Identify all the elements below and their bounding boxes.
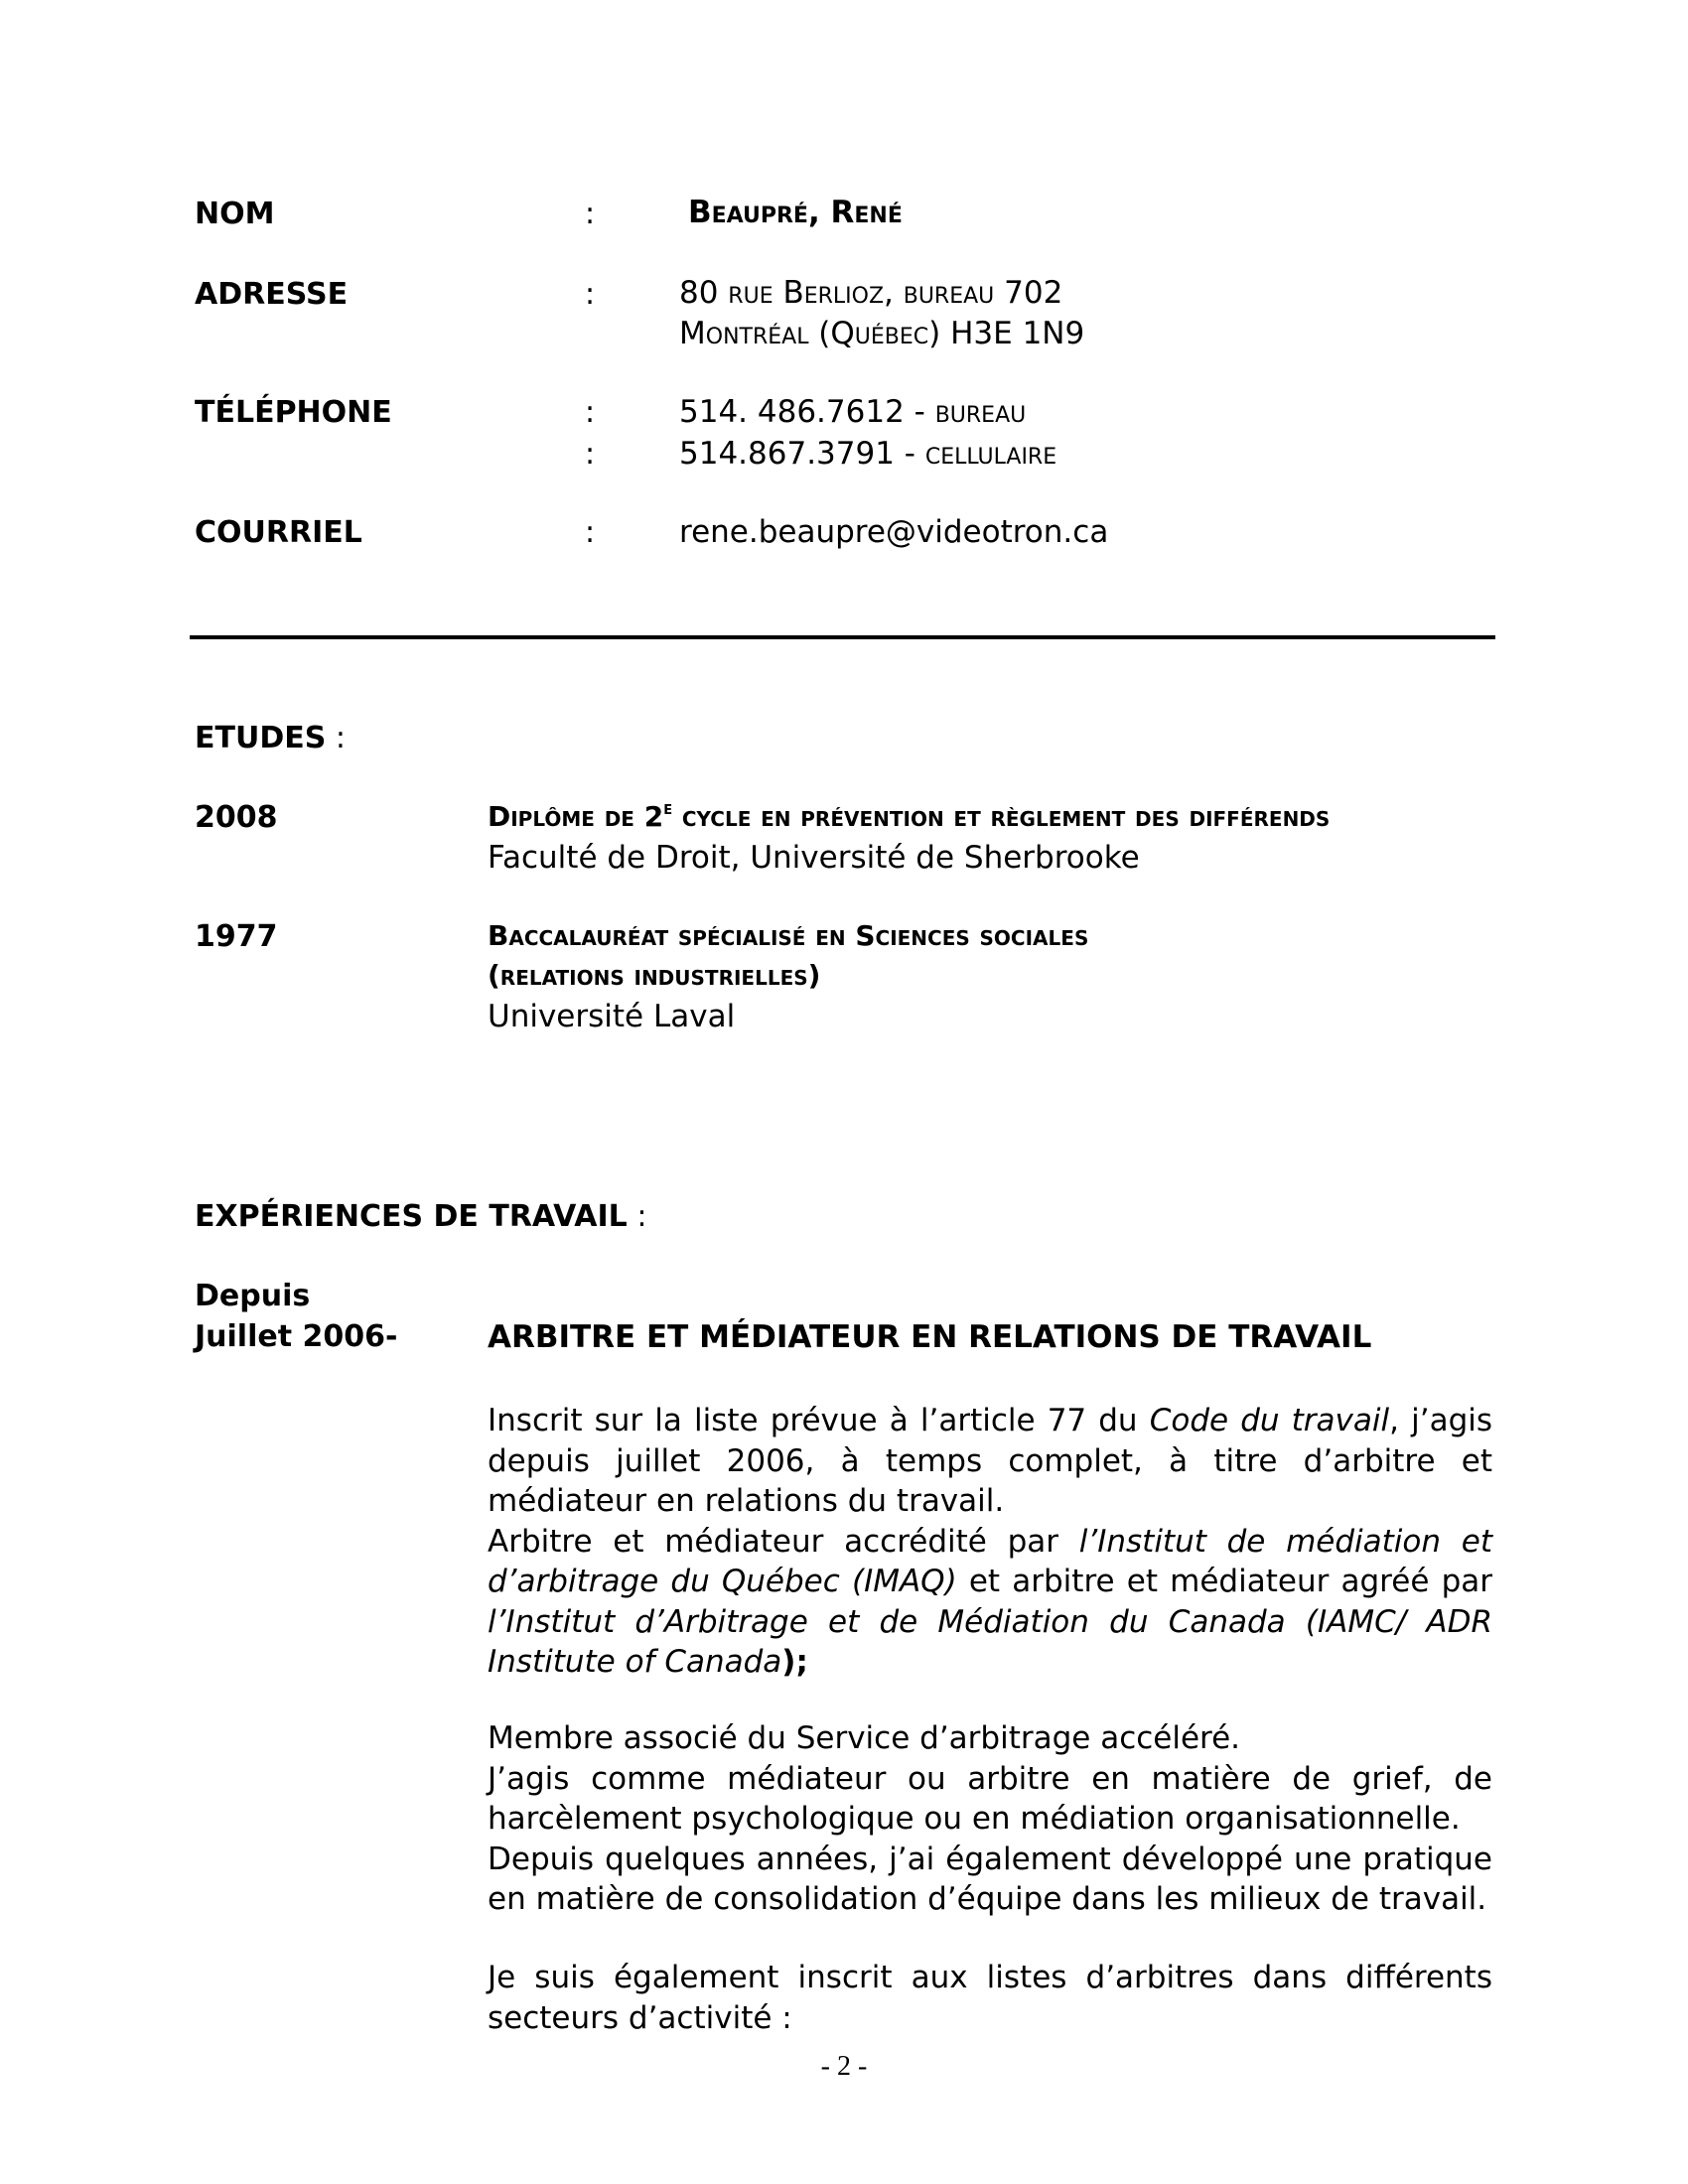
telephone-1: 514. 486.7612 - bureau	[679, 394, 1027, 430]
telephone-2: 514.867.3791 - cellulaire	[679, 436, 1057, 472]
adresse-label: ADRESSE	[195, 277, 349, 312]
experience-paragraph-1: Inscrit sur la liste prévue à l’article 77 du Code du travail, j’agis depuis juillet 2006, à temps complet, à titre d’arbitre et médiateur en relations du travail. Arbitre et médiateur accrédité par l’Institut de médiation et d’arbitrage du Québec (IMAQ) et arbitre et médiateur agréé par l’Institut d’Arbitrage et de Médiation du Canada (IAMC/ ADR Institute of Canada);	[488, 1403, 1493, 1680]
etudes-year-1977: 1977	[195, 919, 278, 954]
etudes-institution-2008: Faculté de Droit, Université de Sherbrooke	[488, 840, 1140, 876]
nom-value: Beaupré, René	[688, 195, 903, 230]
nom-label: NOM	[195, 197, 275, 231]
adresse-colon: :	[585, 277, 596, 312]
header-divider	[190, 635, 1495, 639]
telephone-colon-2: :	[585, 437, 596, 472]
experience-paragraph-3: Je suis également inscrit aux listes d’arbitres dans différents secteurs d’activité :	[488, 1960, 1492, 2036]
experience-job-title: ARBITRE ET MÉDIATEUR EN RELATIONS DE TRAVAIL	[488, 1319, 1372, 1355]
experience-period-line2: Juillet 2006-	[195, 1319, 398, 1354]
etudes-year-2008: 2008	[195, 800, 278, 835]
etudes-title-1977-line1: Baccalauréat spécialisé en Sciences sociales	[488, 919, 1089, 952]
courriel-label: COURRIEL	[195, 515, 362, 550]
experience-period-line1: Depuis	[195, 1279, 311, 1313]
etudes-institution-1977: Université Laval	[488, 999, 736, 1034]
telephone-colon-1: :	[585, 395, 596, 430]
adresse-line2: Montréal (Québec) H3E 1N9	[679, 316, 1085, 351]
page-number: - 2 -	[820, 2051, 868, 2082]
telephone-1-type: bureau	[934, 394, 1027, 430]
etudes-heading: ETUDES :	[195, 721, 346, 755]
etudes-title-2008: Diplôme de 2e cycle en prévention et règlement des différends	[488, 798, 1331, 833]
telephone-2-type: cellulaire	[924, 436, 1057, 472]
courriel-value: rene.beaupre@videotron.ca	[679, 514, 1109, 550]
telephone-label: TÉLÉPHONE	[195, 395, 392, 430]
courriel-colon: :	[585, 515, 596, 550]
experiences-heading: EXPÉRIENCES DE TRAVAIL :	[195, 1199, 647, 1234]
etudes-title-1977-line2: (relations industrielles)	[488, 959, 821, 992]
experience-paragraph-2: Membre associé du Service d’arbitrage accéléré. J’agis comme médiateur ou arbitre en matière de grief, de harcèlement psychologique ou en médiation organisationnelle. Depuis quelques années, j’ai également développé une pratique en matière de consolidation d’équipe dans les milieux de travail.	[488, 1720, 1492, 1917]
nom-colon: :	[585, 197, 596, 231]
adresse-line1: 80 rue Berlioz, bureau 702	[679, 275, 1063, 311]
